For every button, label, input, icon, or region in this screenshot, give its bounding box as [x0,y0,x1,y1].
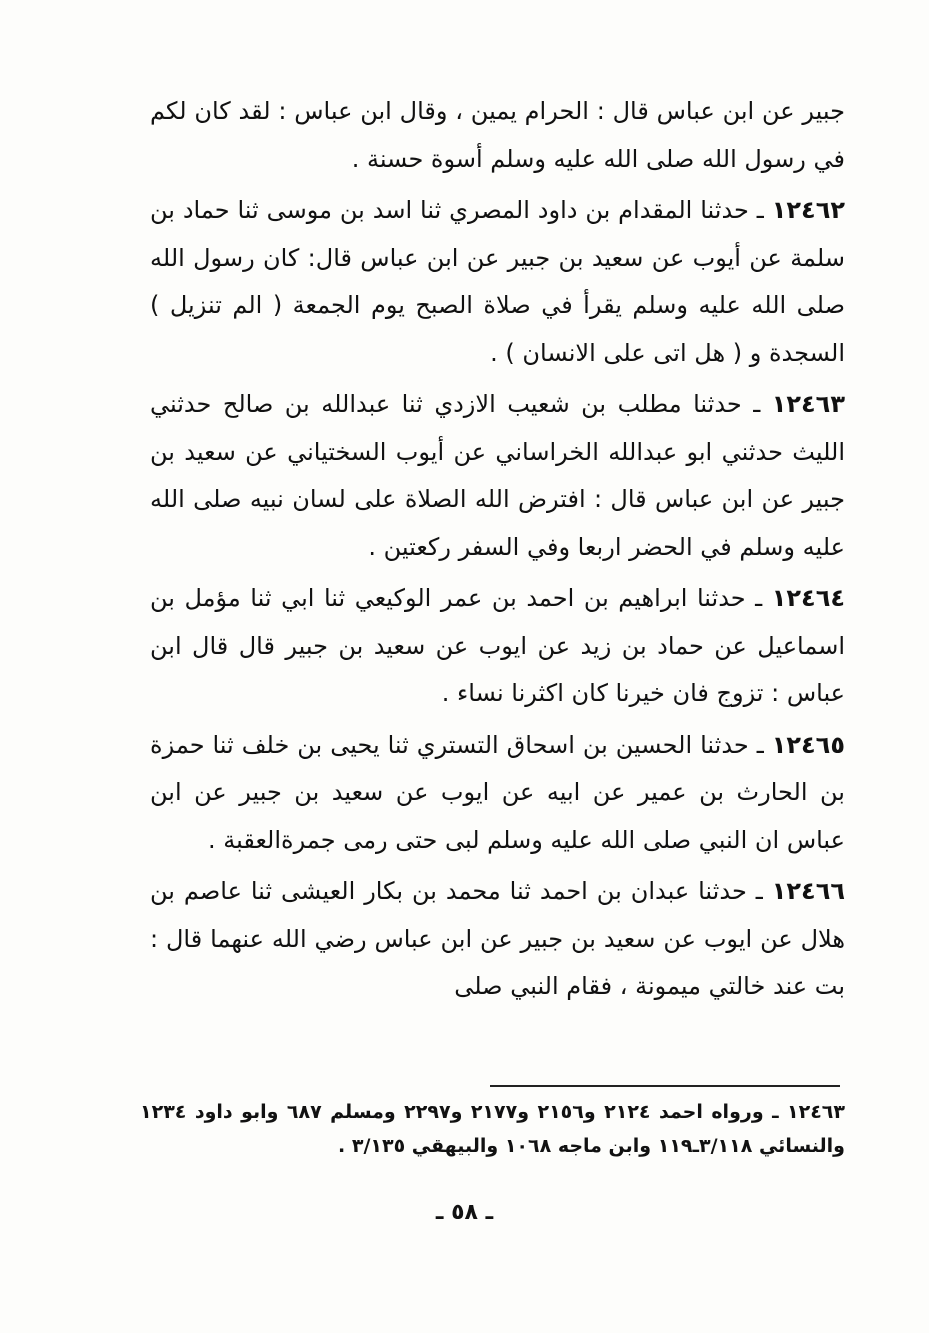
page-number: ـ ٥٨ ـ [435,1200,494,1225]
hadith-12466 [150,868,845,1011]
hadith-12465 [150,722,845,865]
paragraph-continuation [150,88,845,183]
hadith-12463 [150,381,845,571]
hadith-number: ١٢٤٦٢ [771,196,845,224]
hadith-12462 [150,187,845,377]
main-text [150,88,845,1011]
hadith-number: ١٢٤٦٣ [771,390,845,418]
paragraph-text: ـ حدثنا مطلب بن شعيب الازدي ثنا عبدالله بن صالح حدثني الليث حدثني ابو عبدالله الخراساني عن أيوب السختياني عن سعيد بن جبير عن ابن عباس قال : افترض الله الصلاة على لسان نبيه صلى الله عليه وسلم في الحضر اربعا وفي السفر ركعتين . [150,390,845,561]
hadith-number: ١٢٤٦٦ [771,877,845,905]
hadith-number: ١٢٤٦٥ [771,730,845,759]
paragraph-text: ـ حدثنا الحسين بن اسحاق التستري ثنا يحيى بن خلف ثنا حمزة بن الحارث بن عمير عن ابيه عن ايوب عن سعيد بن جبير عن ابن عباس ان النبي صلى الله عليه وسلم لبى حتى رمى جمرةالعقبة . [150,730,845,854]
paragraph-text: ـ حدثنا المقدام بن داود المصري ثنا اسد بن موسى ثنا حماد بن سلمة عن أيوب عن سعيد بن جبير عن ابن عباس قال: كان رسول الله صلى الله عليه وسلم يقرأ في صلاة الصبح يوم الجمعة ( الم تنزيل ) السجدة و ( هل اتى على الانسان ) . [150,196,845,367]
footnote: ١٢٤٦٣ ـ ورواه احمد ٢١٢٤ و٢١٥٦ و٢١٧٧ و٢٢٩٧ ومسلم ٦٨٧ وابو داود ١٢٣٤ والنسائي ٣/١١٨ـ١١٩ وابن ماجه ١٠٦٨ والبيهقي ٣/١٣٥ . [140,1101,845,1157]
hadith-12464 [150,575,845,718]
footnote-divider [490,1085,840,1087]
paragraph-text: جبير عن ابن عباس قال : الحرام يمين ، وقال ابن عباس : لقد كان لكم في رسول الله صلى الله عليه وسلم أسوة حسنة . [150,97,845,173]
hadith-number: ١٢٤٦٤ [771,584,845,612]
paragraph-text: ـ حدثنا ابراهيم بن احمد بن عمر الوكيعي ثنا ابي ثنا مؤمل بن اسماعيل عن حماد بن زيد عن ايوب عن سعيد بن جبير قال قال ابن عباس : تزوج فان خيرنا كان اكثرنا نساء . [150,584,845,707]
paragraph-text: ـ حدثنا عبدان بن احمد ثنا محمد بن بكار العيشى ثنا عاصم بن هلال عن ايوب عن سعيد بن جبير عن ابن عباس رضي الله عنهما قال : بت عند خالتي ميمونة ، فقام النبي صلى [150,877,845,1000]
